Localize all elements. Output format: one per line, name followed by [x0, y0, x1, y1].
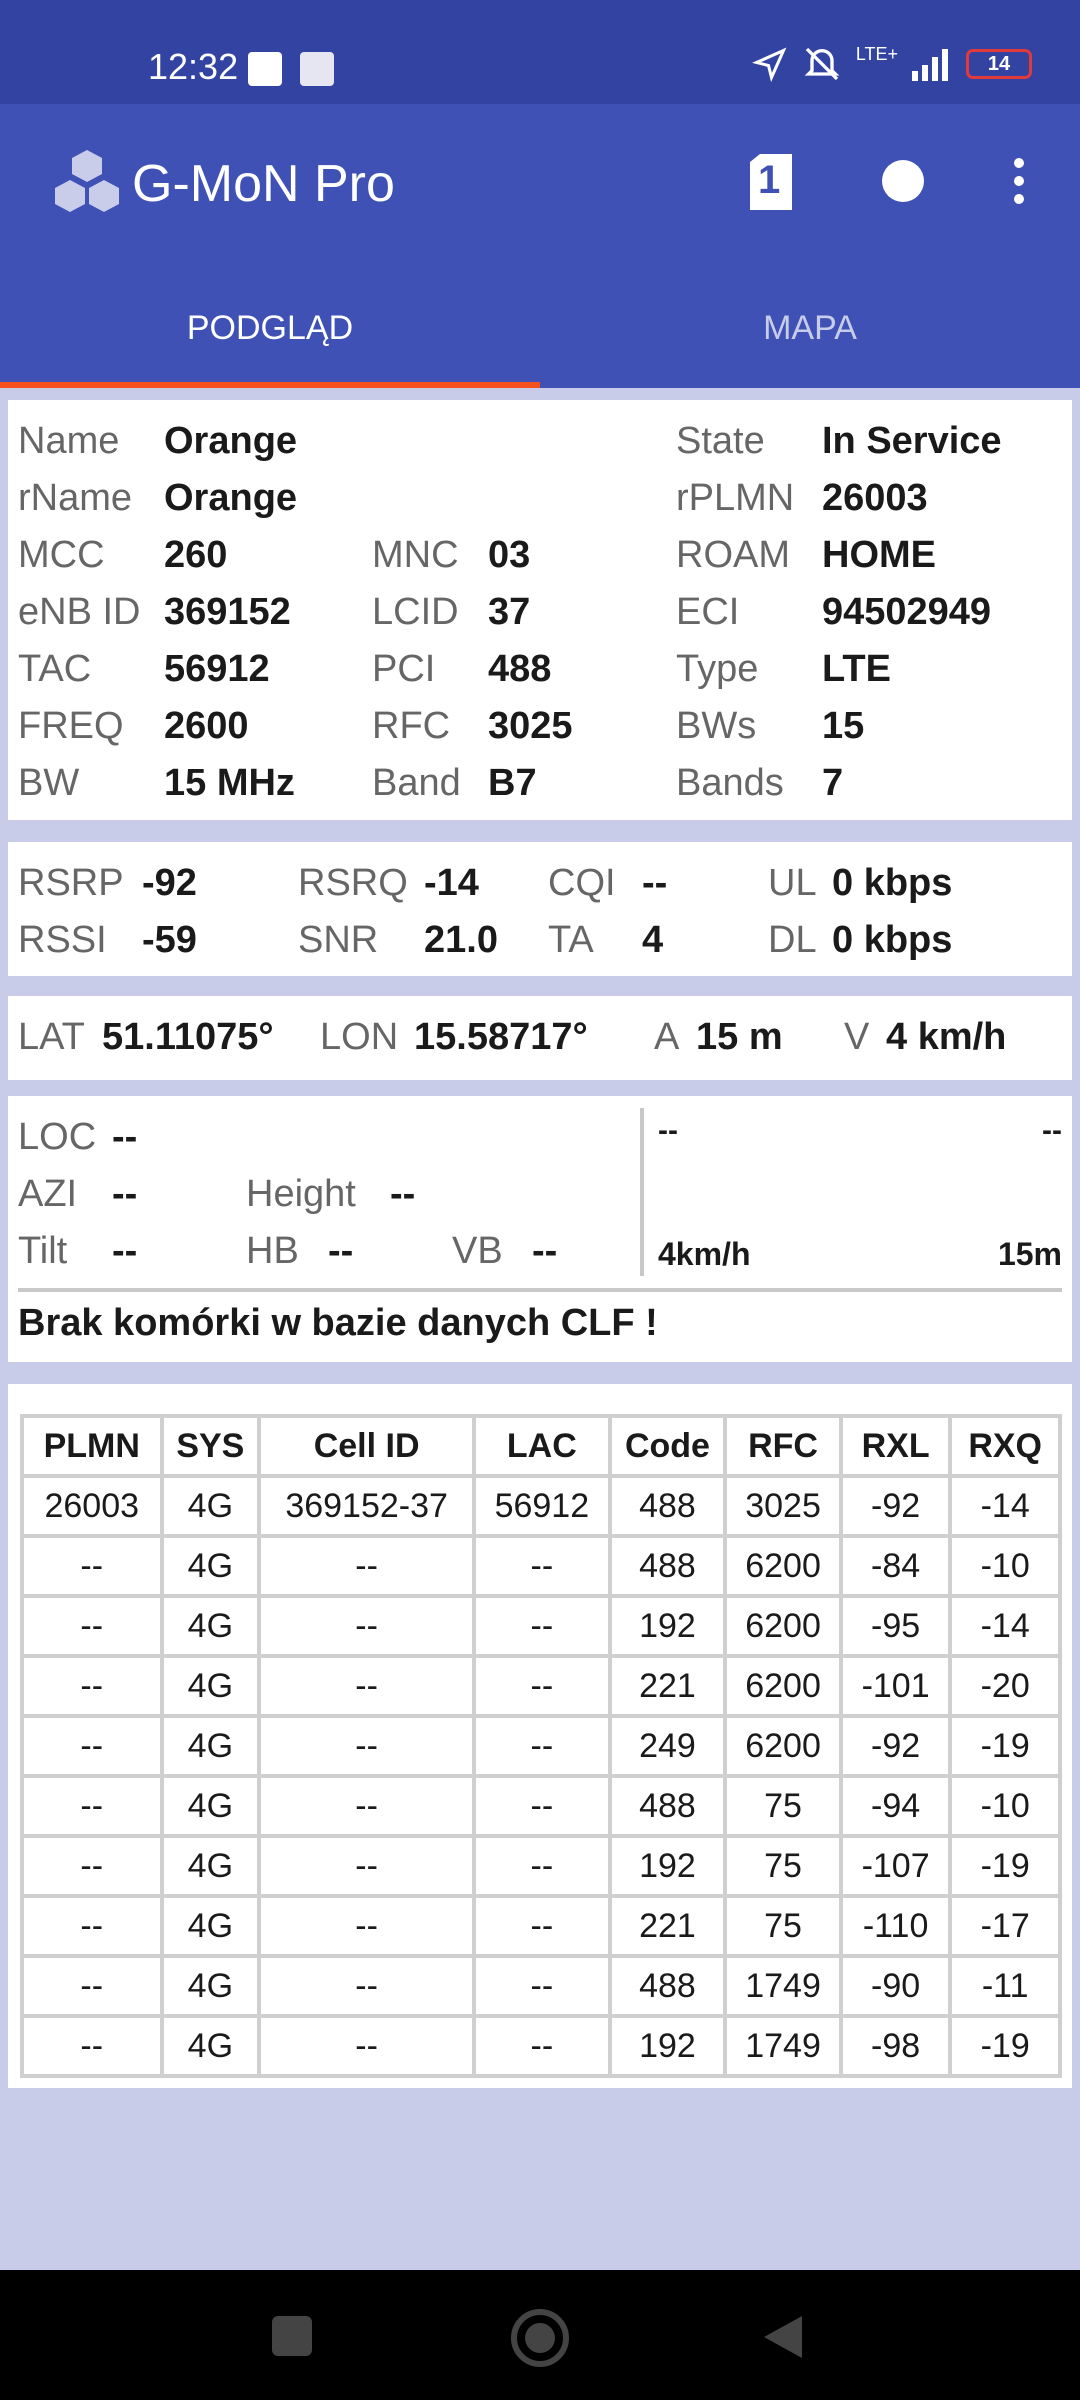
pci-value: 488 — [488, 648, 552, 690]
table-cell: 221 — [610, 1896, 726, 1956]
table-cell: 6200 — [725, 1656, 841, 1716]
pci-label: PCI — [372, 648, 436, 690]
accuracy-value: 15 m — [696, 1016, 783, 1058]
more-vert-icon — [1004, 156, 1034, 206]
rname-label: rName — [18, 477, 133, 519]
table-cell: -98 — [841, 2016, 951, 2076]
table-cell: -- — [474, 1956, 610, 2016]
tac-label: TAC — [18, 648, 92, 690]
bw-value: 15 MHz — [164, 762, 295, 804]
state-label: State — [676, 420, 765, 462]
table-row — [22, 1956, 1060, 2016]
rname-value: Orange — [164, 477, 298, 519]
azi-value: -- — [112, 1173, 138, 1215]
table-cell: 4G — [162, 1476, 260, 1536]
active-tab-indicator — [0, 382, 540, 388]
rfc-value: 3025 — [488, 705, 573, 747]
table-cell: 4G — [162, 1896, 260, 1956]
table-cell: -11 — [950, 1956, 1060, 2016]
table-cell: -92 — [841, 1716, 951, 1776]
enbid-label: eNB ID — [18, 591, 141, 633]
table-cell: -10 — [950, 1776, 1060, 1836]
column-header: LAC — [474, 1416, 610, 1476]
table-cell: 1749 — [725, 1956, 841, 2016]
lcid-label: LCID — [372, 591, 459, 633]
table-cell: 4G — [162, 1956, 260, 2016]
cell-info-panel — [8, 400, 1072, 820]
location-arrow-icon — [752, 46, 788, 82]
column-header: Cell ID — [259, 1416, 474, 1476]
distance-value: 15m — [997, 1236, 1062, 1272]
table-cell: -20 — [950, 1656, 1060, 1716]
location-panel — [8, 996, 1072, 1080]
table-cell: -- — [474, 1716, 610, 1776]
table-cell: -14 — [950, 1476, 1060, 1536]
rsrp-value: -92 — [142, 862, 197, 904]
table-cell: 4G — [162, 1656, 260, 1716]
clf-message: Brak komórki w bazie danych CLF ! — [18, 1302, 658, 1344]
hb-value: -- — [328, 1230, 354, 1272]
mcc-value: 260 — [164, 534, 228, 576]
home-button[interactable] — [510, 2308, 570, 2373]
table-cell: 488 — [610, 1956, 726, 2016]
column-header: RXQ — [950, 1416, 1060, 1476]
roam-label: ROAM — [676, 534, 790, 576]
snr-label: SNR — [298, 919, 379, 961]
table-cell: -- — [474, 1896, 610, 1956]
speed-value: 4km/h — [658, 1236, 751, 1272]
table-cell: -- — [474, 1836, 610, 1896]
table-row — [22, 2016, 1060, 2076]
compass-top-left: -- — [658, 1114, 678, 1147]
rsrq-label: RSRQ — [298, 862, 408, 904]
table-cell: -94 — [841, 1776, 951, 1836]
table-cell: 192 — [610, 1596, 726, 1656]
bws-label: BWs — [676, 705, 757, 747]
table-cell: 3025 — [725, 1476, 841, 1536]
accuracy-label: A — [654, 1016, 680, 1058]
loc-value: -- — [112, 1116, 138, 1158]
table-row — [22, 1476, 1060, 1536]
table-cell: -95 — [841, 1596, 951, 1656]
enbid-value: 369152 — [164, 591, 291, 633]
vb-value: -- — [532, 1230, 558, 1272]
app-title: G-MoN Pro — [132, 155, 395, 213]
clock: 12:32 — [148, 46, 239, 87]
table-cell: 192 — [610, 1836, 726, 1896]
table-cell: -- — [22, 1836, 162, 1896]
name-value: Orange — [164, 420, 298, 462]
cqi-value: -- — [642, 862, 668, 904]
velocity-label: V — [844, 1016, 870, 1058]
vb-label: VB — [452, 1230, 503, 1272]
table-cell: 4G — [162, 1596, 260, 1656]
rssi-label: RSSI — [18, 919, 107, 961]
lat-label: LAT — [18, 1016, 85, 1058]
table-cell: -19 — [950, 1836, 1060, 1896]
column-header: RFC — [725, 1416, 841, 1476]
table-cell: 6200 — [725, 1716, 841, 1776]
eci-label: ECI — [676, 591, 740, 633]
table-cell: 192 — [610, 2016, 726, 2076]
hb-label: HB — [246, 1230, 299, 1272]
table-cell: 75 — [725, 1836, 841, 1896]
snr-value: 21.0 — [424, 919, 498, 961]
name-label: Name — [18, 420, 120, 462]
recents-button[interactable] — [270, 2314, 314, 2363]
table-cell: 4G — [162, 2016, 260, 2076]
rplmn-value: 26003 — [822, 477, 928, 519]
system-nav-bar — [0, 2270, 1080, 2400]
azi-label: AZI — [18, 1173, 78, 1215]
signal-panel — [8, 842, 1072, 976]
table-cell: 26003 — [22, 1476, 162, 1536]
battery-level: 14 — [987, 52, 1011, 75]
app-bar — [0, 104, 1080, 388]
table-cell: -- — [259, 1596, 474, 1656]
battery-icon — [966, 49, 1032, 79]
column-header: PLMN — [22, 1416, 162, 1476]
height-value: -- — [390, 1173, 416, 1215]
table-cell: -- — [259, 1656, 474, 1716]
band-label: Band — [372, 762, 461, 804]
type-value: LTE — [822, 648, 891, 690]
clf-panel — [8, 1096, 1072, 1362]
table-cell: -101 — [841, 1656, 951, 1716]
table-cell: 4G — [162, 1776, 260, 1836]
table-cell: -- — [259, 1836, 474, 1896]
rfc-label: RFC — [372, 705, 451, 747]
band-value: B7 — [488, 762, 537, 804]
bw-label: BW — [18, 762, 80, 804]
table-cell: -- — [22, 1536, 162, 1596]
table-cell: -14 — [950, 1596, 1060, 1656]
vertical-divider — [640, 1108, 644, 1276]
rsrq-value: -14 — [424, 862, 479, 904]
table-cell: -17 — [950, 1896, 1060, 1956]
table-cell: -- — [22, 1956, 162, 2016]
compass-top-right: -- — [1042, 1114, 1062, 1147]
home-circle-icon — [510, 2308, 570, 2368]
mnc-value: 03 — [488, 534, 531, 576]
ta-value: 4 — [642, 919, 664, 961]
freq-value: 2600 — [164, 705, 249, 747]
loc-label: LOC — [18, 1116, 97, 1158]
app-logo-icon — [52, 148, 122, 220]
table-cell: 221 — [610, 1656, 726, 1716]
table-cell: -- — [474, 1536, 610, 1596]
table-cell: -- — [259, 1536, 474, 1596]
freq-label: FREQ — [18, 705, 124, 747]
record-circle-icon — [880, 158, 926, 204]
dl-label: DL — [768, 919, 817, 961]
mcc-label: MCC — [18, 534, 105, 576]
table-cell: -10 — [950, 1536, 1060, 1596]
horizontal-divider — [18, 1288, 1062, 1292]
record-button[interactable] — [880, 158, 926, 209]
cqi-label: CQI — [548, 862, 616, 904]
bands-label: Bands — [676, 762, 784, 804]
network-type: LTE+ — [855, 43, 898, 64]
table-cell: 75 — [725, 1776, 841, 1836]
back-button[interactable] — [760, 2314, 804, 2365]
lon-label: LON — [320, 1016, 399, 1058]
table-row — [22, 1656, 1060, 1716]
table-row — [22, 1536, 1060, 1596]
bws-value: 15 — [822, 705, 865, 747]
column-header: Code — [610, 1416, 726, 1476]
overflow-menu-button[interactable] — [1004, 156, 1034, 211]
table-cell: 4G — [162, 1836, 260, 1896]
table-cell: 488 — [610, 1536, 726, 1596]
eci-value: 94502949 — [822, 591, 992, 633]
table-cell: -110 — [841, 1896, 951, 1956]
table-cell: 249 — [610, 1716, 726, 1776]
table-cell: -- — [259, 1776, 474, 1836]
table-cell: -- — [22, 2016, 162, 2076]
table-cell: -- — [474, 1776, 610, 1836]
table-row — [22, 1896, 1060, 1956]
table-cell: -92 — [841, 1476, 951, 1536]
sim-button[interactable] — [746, 152, 796, 217]
table-cell: 6200 — [725, 1536, 841, 1596]
ta-label: TA — [548, 919, 594, 961]
table-cell: -19 — [950, 1716, 1060, 1776]
type-label: Type — [676, 648, 759, 690]
tac-value: 56912 — [164, 648, 270, 690]
tab-bar — [0, 284, 1080, 388]
table-cell: -- — [259, 2016, 474, 2076]
signal-icon — [912, 47, 952, 81]
table-row — [22, 1836, 1060, 1896]
sim-number: 1 — [758, 158, 781, 202]
tab-mapa[interactable]: MAPA — [763, 309, 857, 347]
ul-value: 0 kbps — [832, 862, 953, 904]
status-bar — [0, 0, 1080, 104]
table-cell: 56912 — [474, 1476, 610, 1536]
table-cell: -84 — [841, 1536, 951, 1596]
mute-bell-icon — [802, 44, 842, 84]
rssi-value: -59 — [142, 919, 197, 961]
state-value: In Service — [822, 420, 1002, 462]
lon-value: 15.58717° — [414, 1016, 588, 1058]
neighbor-cells-table — [20, 1414, 1062, 2078]
neighbor-cells-panel — [8, 1384, 1072, 2088]
table-cell: -- — [474, 1596, 610, 1656]
table-cell: -- — [22, 1776, 162, 1836]
table-cell: -- — [259, 1956, 474, 2016]
table-cell: -107 — [841, 1836, 951, 1896]
mnc-label: MNC — [372, 534, 459, 576]
column-header: RXL — [841, 1416, 951, 1476]
table-cell: -- — [22, 1896, 162, 1956]
table-row — [22, 1776, 1060, 1836]
ul-label: UL — [768, 862, 817, 904]
height-label: Height — [246, 1173, 356, 1215]
lcid-value: 37 — [488, 591, 531, 633]
table-cell: -- — [22, 1656, 162, 1716]
table-cell: -- — [474, 2016, 610, 2076]
table-cell: 6200 — [725, 1596, 841, 1656]
roam-value: HOME — [822, 534, 936, 576]
rplmn-label: rPLMN — [676, 477, 795, 519]
table-header-row — [22, 1416, 1060, 1476]
table-cell: -19 — [950, 2016, 1060, 2076]
table-cell: 488 — [610, 1776, 726, 1836]
table-cell: 369152-37 — [259, 1476, 474, 1536]
square-icon — [270, 2314, 314, 2358]
velocity-value: 4 km/h — [886, 1016, 1007, 1058]
tilt-label: Tilt — [18, 1230, 68, 1272]
table-cell: -- — [259, 1716, 474, 1776]
table-cell: 4G — [162, 1716, 260, 1776]
table-cell: 488 — [610, 1476, 726, 1536]
column-header: SYS — [162, 1416, 260, 1476]
table-cell: -- — [259, 1896, 474, 1956]
table-row — [22, 1596, 1060, 1656]
notification-icon — [248, 52, 282, 86]
tilt-value: -- — [112, 1230, 138, 1272]
dl-value: 0 kbps — [832, 919, 953, 961]
notification-icon — [300, 52, 334, 86]
lat-value: 51.11075° — [102, 1016, 274, 1058]
tab-podglad[interactable]: PODGLĄD — [186, 309, 354, 347]
back-triangle-icon — [760, 2314, 804, 2360]
table-cell: 1749 — [725, 2016, 841, 2076]
table-cell: 75 — [725, 1896, 841, 1956]
bands-value: 7 — [822, 762, 844, 804]
table-cell: -- — [22, 1596, 162, 1656]
table-cell: -- — [474, 1656, 610, 1716]
table-cell: 4G — [162, 1536, 260, 1596]
table-cell: -90 — [841, 1956, 951, 2016]
table-cell: -- — [22, 1716, 162, 1776]
rsrp-label: RSRP — [18, 862, 124, 904]
table-row — [22, 1716, 1060, 1776]
